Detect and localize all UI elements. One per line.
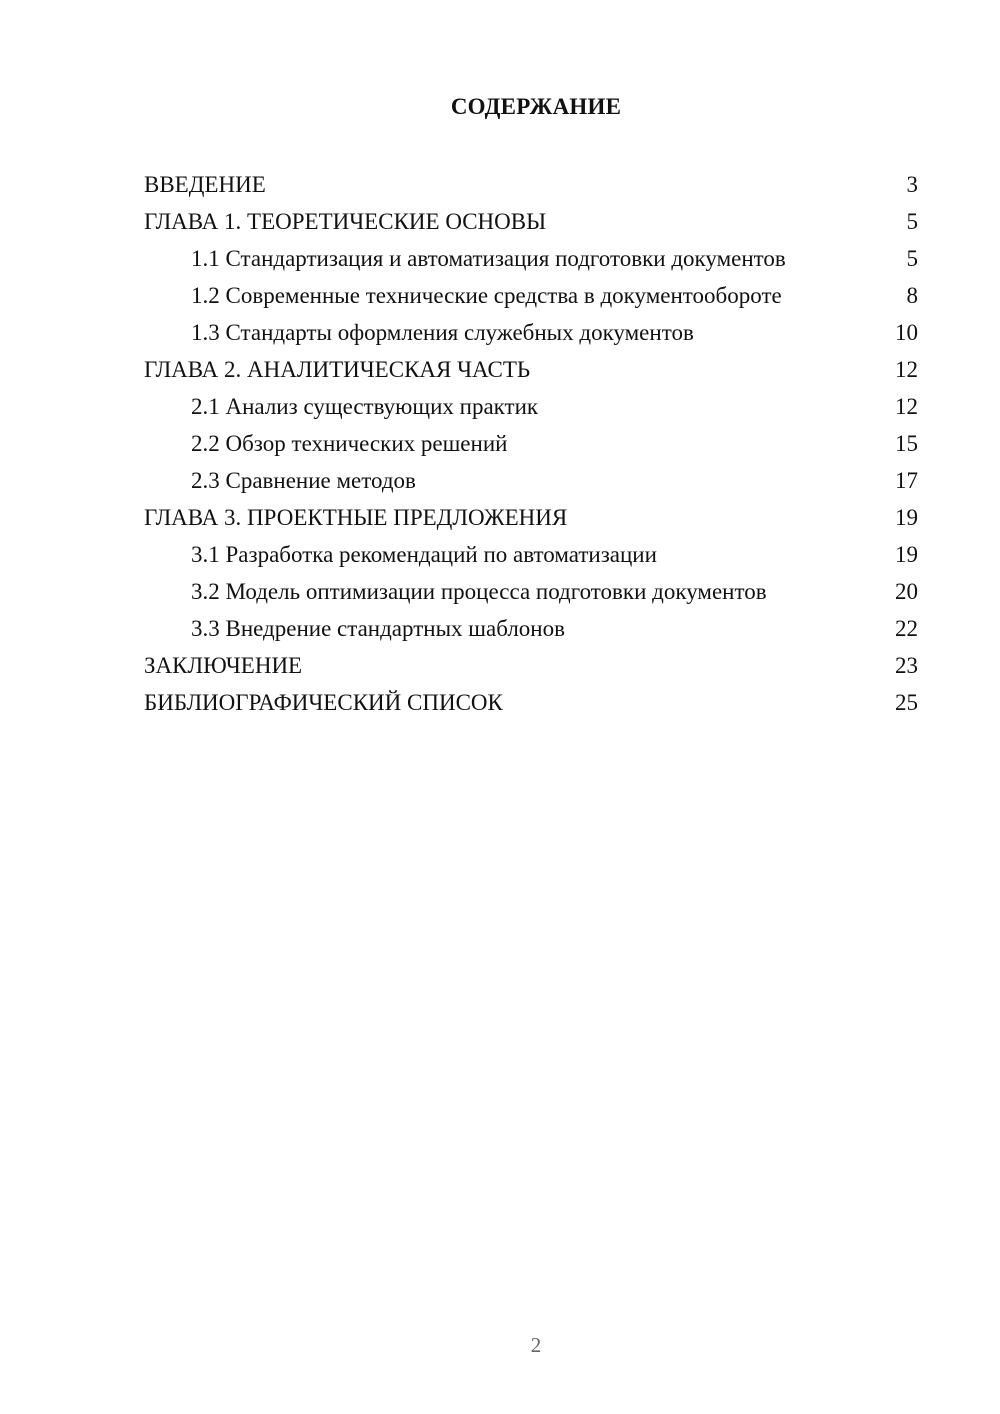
toc-entry-label: ЗАКЛЮЧЕНИЕ — [144, 653, 303, 678]
toc-entry-section-3-2 — [144, 575, 918, 612]
toc-entry-label: ГЛАВА 1. ТЕОРЕТИЧЕСКИЕ ОСНОВЫ — [144, 209, 547, 234]
toc-entry-label: 3.1 Разработка рекомендаций по автоматизации — [191, 542, 657, 567]
toc-entry-page: 22 — [895, 616, 918, 641]
toc-entry-conclusion — [144, 649, 918, 686]
toc-entry-page: 10 — [895, 320, 918, 345]
toc-entry-chapter-2 — [144, 353, 918, 390]
toc-entry-page: 19 — [895, 542, 918, 567]
toc-entry-page: 19 — [895, 505, 918, 530]
toc-entry-label: ГЛАВА 3. ПРОЕКТНЫЕ ПРЕДЛОЖЕНИЯ — [144, 505, 568, 530]
table-of-contents — [144, 168, 918, 723]
toc-entry-bibliography — [144, 686, 918, 723]
toc-entry-page: 20 — [895, 579, 918, 604]
toc-entry-introduction — [144, 168, 918, 205]
toc-entry-chapter-1 — [144, 205, 918, 242]
toc-entry-section-2-2 — [144, 427, 918, 464]
toc-entry-label: 2.2 Обзор технических решений — [191, 431, 508, 456]
toc-entry-section-1-1 — [144, 242, 918, 279]
toc-entry-label: 2.1 Анализ существующих практик — [191, 394, 539, 419]
toc-entry-label: 1.1 Стандартизация и автоматизация подготовки документов — [191, 246, 786, 271]
toc-entry-label: ВВЕДЕНИЕ — [144, 172, 266, 197]
toc-entry-page: 12 — [895, 357, 918, 382]
toc-entry-label: 2.3 Сравнение методов — [191, 468, 416, 493]
toc-entry-page: 5 — [906, 246, 918, 271]
toc-entry-page: 3 — [906, 172, 918, 197]
toc-entry-section-3-1 — [144, 538, 918, 575]
page-number: 2 — [530, 1333, 542, 1357]
toc-entry-label: БИБЛИОГРАФИЧЕСКИЙ СПИСОК — [144, 690, 503, 715]
toc-entry-label: ГЛАВА 2. АНАЛИТИЧЕСКАЯ ЧАСТЬ — [144, 357, 531, 382]
toc-entry-page: 15 — [895, 431, 918, 456]
toc-entry-page: 5 — [906, 209, 918, 234]
toc-entry-page: 17 — [895, 468, 918, 493]
toc-entry-label: 3.2 Модель оптимизации процесса подготовки документов — [191, 579, 767, 604]
toc-entry-section-1-3 — [144, 316, 918, 353]
toc-entry-page: 12 — [895, 394, 918, 419]
toc-entry-chapter-3 — [144, 501, 918, 538]
toc-entry-page: 25 — [895, 690, 918, 715]
toc-entry-label: 1.3 Стандарты оформления служебных документов — [191, 320, 694, 345]
toc-entry-page: 8 — [906, 283, 918, 308]
page-title: СОДЕРЖАНИЕ — [450, 94, 622, 119]
toc-entry-label: 1.2 Современные технические средства в документообороте — [191, 283, 782, 308]
toc-entry-page: 23 — [895, 653, 918, 678]
toc-entry-section-1-2 — [144, 279, 918, 316]
toc-entry-section-2-3 — [144, 464, 918, 501]
toc-entry-section-2-1 — [144, 390, 918, 427]
toc-entry-label: 3.3 Внедрение стандартных шаблонов — [191, 616, 565, 641]
toc-entry-section-3-3 — [144, 612, 918, 649]
